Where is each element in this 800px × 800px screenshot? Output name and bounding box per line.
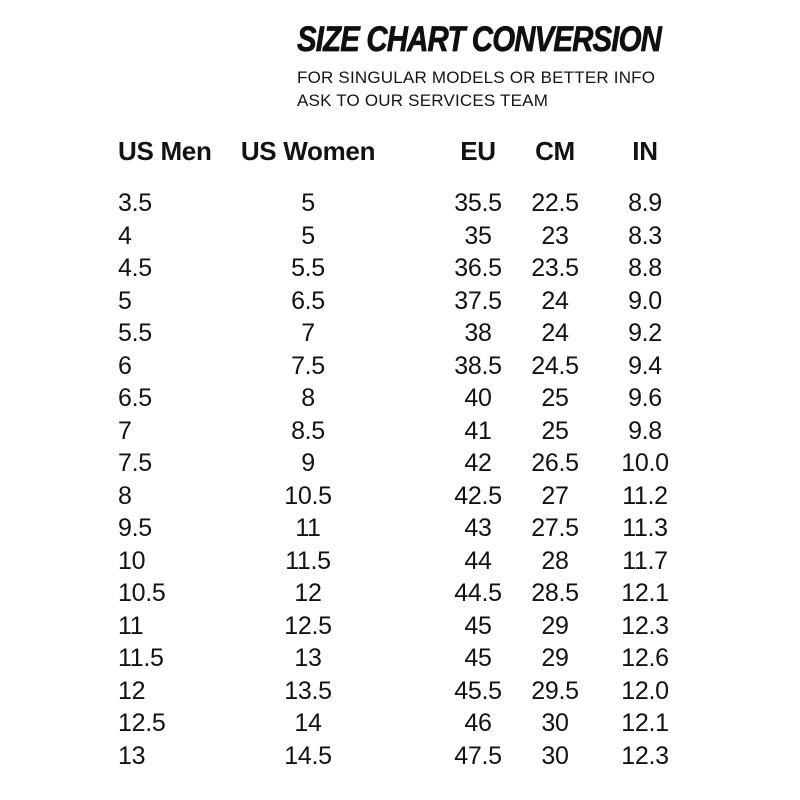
size-conversion-table (108, 135, 696, 772)
table-cell: 12.5 (118, 709, 166, 737)
page-subtitle-line2: ASK TO OUR SERVICES TEAM (297, 91, 549, 110)
table-cell: 10 (118, 546, 146, 575)
table-cell: 5 (301, 221, 315, 250)
table-cell: 42.5 (454, 481, 502, 510)
table-cell: 38.5 (454, 351, 502, 380)
table-cell: 45 (464, 611, 492, 640)
table-cell: 22.5 (531, 189, 579, 217)
table-row (108, 707, 696, 740)
table-cell: 10.0 (621, 449, 669, 477)
table-cell: 35.5 (454, 189, 502, 217)
table-cell: 11.3 (622, 514, 668, 542)
table-cell: 6 (118, 351, 132, 380)
table-cell: 12.5 (284, 611, 332, 640)
table-cell: 9.6 (628, 384, 662, 412)
page-title: SIZE CHART CONVERSION (297, 20, 662, 59)
table-cell: 5 (301, 189, 315, 217)
table-cell: 12.6 (621, 644, 669, 672)
table-cell: 8.5 (291, 416, 325, 445)
table-cell: 5 (118, 286, 132, 315)
column-header-in: IN (632, 136, 658, 166)
table-cell: 9.4 (628, 351, 662, 380)
table-cell: 6.5 (118, 384, 152, 412)
table-cell: 11.5 (118, 644, 164, 672)
table-cell: 12 (118, 676, 146, 705)
table-cell: 4 (118, 221, 132, 250)
table-cell: 26.5 (531, 449, 579, 477)
table-cell: 28.5 (531, 579, 579, 607)
table-row (108, 577, 696, 610)
table-cell: 25 (541, 416, 569, 445)
table-row (108, 350, 696, 383)
table-cell: 11.7 (622, 546, 668, 575)
table-cell: 23 (541, 221, 569, 250)
table-cell: 9.5 (118, 514, 152, 542)
table-cell: 9.0 (628, 286, 662, 315)
table-row (108, 675, 696, 708)
table-row (108, 480, 696, 513)
table-cell: 5.5 (291, 254, 325, 282)
table-cell: 12.3 (621, 741, 669, 770)
table-cell: 29 (541, 644, 569, 672)
table-cell: 23.5 (531, 254, 579, 282)
table-cell: 38 (464, 319, 492, 347)
table-cell: 12.1 (621, 709, 669, 737)
table-cell: 11.5 (285, 546, 331, 575)
table-cell: 8 (301, 384, 315, 412)
table-cell: 46 (464, 709, 492, 737)
table-row (108, 285, 696, 318)
table-row (108, 415, 696, 448)
column-header-cm: CM (535, 136, 575, 166)
table-row (108, 447, 696, 480)
table-cell: 35 (464, 221, 492, 250)
table-cell: 5.5 (118, 319, 152, 347)
table-cell: 7 (118, 416, 132, 445)
table-cell: 11 (295, 514, 321, 542)
table-cell: 12 (294, 579, 322, 607)
table-cell: 47.5 (454, 741, 502, 770)
table-row (108, 252, 696, 285)
table-cell: 8.9 (628, 189, 662, 217)
table-cell: 30 (541, 741, 569, 770)
table-cell: 14.5 (284, 741, 332, 770)
table-cell: 14 (294, 709, 322, 737)
table-cell: 4.5 (118, 254, 152, 282)
table-cell: 9.8 (628, 416, 662, 445)
table-cell: 3.5 (118, 189, 152, 217)
table-row (108, 512, 696, 545)
table-cell: 44 (464, 546, 492, 575)
column-header-us-men: US Men (118, 136, 212, 166)
table-cell: 24.5 (531, 351, 579, 380)
table-cell: 45 (464, 644, 492, 672)
page-header (297, 22, 730, 112)
table-cell: 7.5 (291, 351, 325, 380)
table-cell: 12.1 (621, 579, 669, 607)
table-cell: 37.5 (454, 286, 502, 315)
table-row (108, 545, 696, 578)
table-cell: 8.3 (628, 221, 662, 250)
page-subtitle (297, 66, 730, 112)
table-cell: 10.5 (118, 579, 166, 607)
table-cell: 29 (541, 611, 569, 640)
page-subtitle-line1: FOR SINGULAR MODELS OR BETTER INFO (297, 68, 656, 87)
table-cell: 12.0 (621, 676, 669, 705)
table-cell: 13.5 (284, 676, 332, 705)
table-header-row (108, 135, 696, 167)
table-cell: 25 (541, 384, 569, 412)
table-cell: 36.5 (454, 254, 502, 282)
table-cell: 13 (118, 741, 146, 770)
table-cell: 42 (464, 449, 492, 477)
table-cell: 11 (118, 611, 144, 640)
column-header-eu: EU (460, 136, 496, 166)
table-cell: 29.5 (531, 676, 579, 705)
table-cell: 6.5 (291, 286, 325, 315)
column-header-us-women: US Women (240, 136, 376, 166)
table-cell: 8.8 (628, 254, 662, 282)
table-row (108, 642, 696, 675)
table-cell: 10.5 (284, 481, 332, 510)
table-row (108, 220, 696, 253)
table-cell: 24 (541, 286, 569, 315)
table-cell: 13 (294, 644, 322, 672)
table-cell: 41 (464, 416, 492, 445)
table-cell: 8 (118, 481, 132, 510)
table-cell: 24 (541, 319, 569, 347)
table-cell: 7.5 (118, 449, 152, 477)
table-cell: 28 (541, 546, 569, 575)
table-row (108, 382, 696, 415)
table-cell: 45.5 (454, 676, 502, 705)
table-body (108, 187, 696, 772)
table-cell: 9.2 (628, 319, 662, 347)
table-cell: 43 (464, 514, 492, 542)
table-cell: 27 (541, 481, 569, 510)
table-row (108, 187, 696, 220)
table-cell: 12.3 (621, 611, 669, 640)
table-cell: 44.5 (454, 579, 502, 607)
table-row (108, 317, 696, 350)
table-cell: 30 (541, 709, 569, 737)
table-cell: 11.2 (622, 481, 668, 510)
table-cell: 9 (301, 449, 315, 477)
table-row (108, 740, 696, 773)
table-row (108, 610, 696, 643)
table-cell: 40 (464, 384, 492, 412)
table-cell: 27.5 (531, 514, 579, 542)
table-cell: 7 (301, 319, 315, 347)
